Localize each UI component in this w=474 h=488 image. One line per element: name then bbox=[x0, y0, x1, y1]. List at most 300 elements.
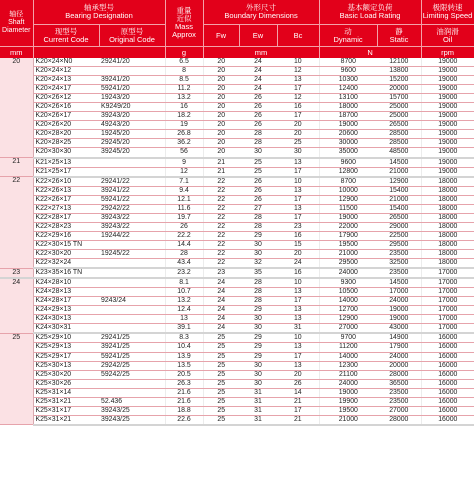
fw-cell: 23 bbox=[203, 268, 239, 278]
fw-cell: 21 bbox=[203, 167, 239, 177]
ew-cell: 24 bbox=[239, 85, 277, 94]
table-row bbox=[0, 121, 474, 130]
current-code-cell: K22×26×10 bbox=[33, 177, 99, 187]
bc-cell: 17 bbox=[277, 167, 319, 177]
ew-cell: 26 bbox=[239, 112, 277, 121]
bc-cell: 17 bbox=[277, 352, 319, 361]
static-load-cell: 28500 bbox=[377, 139, 421, 148]
dynamic-load-cell: 17900 bbox=[319, 231, 377, 240]
current-code-cell: K22×29×16 bbox=[33, 231, 99, 240]
bc-cell: 10 bbox=[277, 278, 319, 288]
table-row bbox=[0, 130, 474, 139]
original-code-cell bbox=[99, 67, 165, 76]
static-load-cell: 23500 bbox=[377, 249, 421, 258]
table-row bbox=[0, 324, 474, 334]
fw-cell: 20 bbox=[203, 67, 239, 76]
table-row bbox=[0, 58, 474, 67]
oil-speed-cell: 19000 bbox=[421, 167, 474, 177]
fw-cell: 22 bbox=[203, 177, 239, 187]
bc-cell: 12 bbox=[277, 94, 319, 103]
bc-cell: 12 bbox=[277, 67, 319, 76]
table-row bbox=[0, 333, 474, 343]
mass-header: 重量 近似 Mass Approx bbox=[165, 0, 203, 47]
dynamic-load-cell: 10300 bbox=[319, 76, 377, 85]
mass-cell: 28 bbox=[165, 249, 203, 258]
fw-cell: 20 bbox=[203, 94, 239, 103]
dynamic-load-cell: 30000 bbox=[319, 139, 377, 148]
static-load-cell: 21000 bbox=[377, 167, 421, 177]
oil-speed-cell: 17000 bbox=[421, 315, 474, 324]
fw-cell: 25 bbox=[203, 361, 239, 370]
ew-cell: 31 bbox=[239, 406, 277, 415]
oil-speed-cell: 18000 bbox=[421, 240, 474, 249]
current-code-cell: K24×29×13 bbox=[33, 306, 99, 315]
mass-cell: 10.4 bbox=[165, 343, 203, 352]
fw-cell: 25 bbox=[203, 343, 239, 352]
current-code-cell: K20×26×16 bbox=[33, 103, 99, 112]
original-code-cell bbox=[99, 240, 165, 249]
original-code-cell bbox=[99, 315, 165, 324]
oil-speed-cell: 16000 bbox=[421, 361, 474, 370]
table-row bbox=[0, 343, 474, 352]
unit-g: g bbox=[165, 47, 203, 59]
static-load-cell: 28500 bbox=[377, 130, 421, 139]
static-load-cell: 29000 bbox=[377, 222, 421, 231]
dynamic-load-cell: 19900 bbox=[319, 397, 377, 406]
bc-cell: 13 bbox=[277, 306, 319, 315]
table-row bbox=[0, 94, 474, 103]
current-code-cell: K25×31×21 bbox=[33, 415, 99, 425]
bc-cell: 17 bbox=[277, 213, 319, 222]
static-load-cell: 32500 bbox=[377, 259, 421, 269]
table-row bbox=[0, 231, 474, 240]
current-code-cell: K25×31×14 bbox=[33, 388, 99, 397]
original-code-cell bbox=[99, 324, 165, 334]
static-load-cell: 26500 bbox=[377, 121, 421, 130]
static-load-cell: 29500 bbox=[377, 240, 421, 249]
current-code-cell: K25×31×17 bbox=[33, 406, 99, 415]
current-code-cell: K22×30×15 TN bbox=[33, 240, 99, 249]
static-load-cell: 15400 bbox=[377, 204, 421, 213]
mass-cell: 14.4 bbox=[165, 240, 203, 249]
current-code-cell: K20×24×12 bbox=[33, 67, 99, 76]
fw-header: Fw bbox=[203, 25, 239, 47]
mass-cell: 21.6 bbox=[165, 388, 203, 397]
mass-cell: 19.7 bbox=[165, 213, 203, 222]
current-code-cell: K24×30×31 bbox=[33, 324, 99, 334]
table-row bbox=[0, 85, 474, 94]
static-header: 静 Static bbox=[377, 25, 421, 47]
mass-cell: 18.8 bbox=[165, 406, 203, 415]
fw-cell: 22 bbox=[203, 213, 239, 222]
bc-cell: 23 bbox=[277, 222, 319, 231]
oil-header: 油润滑 Oil bbox=[421, 25, 474, 47]
bc-cell: 17 bbox=[277, 85, 319, 94]
bc-cell: 26 bbox=[277, 379, 319, 388]
bc-header: Bc bbox=[277, 25, 319, 47]
bc-cell: 21 bbox=[277, 415, 319, 425]
oil-speed-cell: 16000 bbox=[421, 415, 474, 425]
shaft-diameter-cell: 21 bbox=[0, 158, 33, 177]
fw-cell: 22 bbox=[203, 195, 239, 204]
static-load-cell: 14500 bbox=[377, 158, 421, 168]
current-code-cell: K20×30×30 bbox=[33, 148, 99, 158]
bc-cell: 14 bbox=[277, 388, 319, 397]
ew-cell: 28 bbox=[239, 297, 277, 306]
original-code-cell: 39243/22 bbox=[99, 213, 165, 222]
original-code-cell bbox=[99, 268, 165, 278]
dynamic-load-cell: 19000 bbox=[319, 213, 377, 222]
current-code-cell: K24×30×13 bbox=[33, 315, 99, 324]
current-code-cell: K20×24×N0 bbox=[33, 58, 99, 67]
original-code-cell: 19245/20 bbox=[99, 130, 165, 139]
table-row bbox=[0, 76, 474, 85]
mass-cell: 13.2 bbox=[165, 94, 203, 103]
ew-cell: 28 bbox=[239, 278, 277, 288]
mass-cell: 22.2 bbox=[165, 231, 203, 240]
dynamic-load-cell: 18000 bbox=[319, 103, 377, 112]
dynamic-load-cell: 19000 bbox=[319, 388, 377, 397]
table-row bbox=[0, 103, 474, 112]
fw-cell: 25 bbox=[203, 333, 239, 343]
original-code-cell: 39243/25 bbox=[99, 415, 165, 425]
ew-cell: 30 bbox=[239, 240, 277, 249]
oil-speed-cell: 17000 bbox=[421, 306, 474, 315]
bc-cell: 20 bbox=[277, 130, 319, 139]
current-code-cell: K20×26×12 bbox=[33, 94, 99, 103]
fw-cell: 25 bbox=[203, 406, 239, 415]
dynamic-load-cell: 11200 bbox=[319, 343, 377, 352]
fw-cell: 24 bbox=[203, 288, 239, 297]
static-load-cell: 43000 bbox=[377, 324, 421, 334]
mass-cell: 13.9 bbox=[165, 352, 203, 361]
mass-cell: 18.2 bbox=[165, 112, 203, 121]
bc-cell: 24 bbox=[277, 259, 319, 269]
fw-cell: 25 bbox=[203, 397, 239, 406]
current-code-cell: K25×30×26 bbox=[33, 379, 99, 388]
current-code-cell: K24×28×13 bbox=[33, 288, 99, 297]
fw-cell: 22 bbox=[203, 231, 239, 240]
oil-speed-cell: 17000 bbox=[421, 278, 474, 288]
ew-cell: 26 bbox=[239, 177, 277, 187]
bc-cell: 20 bbox=[277, 370, 319, 379]
table-header bbox=[0, 0, 474, 58]
ew-cell: 26 bbox=[239, 195, 277, 204]
static-load-cell: 23500 bbox=[377, 397, 421, 406]
ew-cell: 28 bbox=[239, 130, 277, 139]
current-code-cell: K22×26×17 bbox=[33, 195, 99, 204]
oil-speed-cell: 19000 bbox=[421, 85, 474, 94]
ew-cell: 30 bbox=[239, 370, 277, 379]
table-row bbox=[0, 415, 474, 425]
bc-cell: 20 bbox=[277, 249, 319, 258]
static-load-cell: 15200 bbox=[377, 76, 421, 85]
ew-cell: 30 bbox=[239, 379, 277, 388]
basic-load-rating-header: 基本额定负荷 Basic Load Rating bbox=[319, 0, 421, 25]
table-row bbox=[0, 388, 474, 397]
fw-cell: 25 bbox=[203, 370, 239, 379]
unit-n: N bbox=[319, 47, 421, 59]
dynamic-load-cell: 10500 bbox=[319, 288, 377, 297]
original-code-cell: 59241/25 bbox=[99, 352, 165, 361]
ew-cell: 25 bbox=[239, 167, 277, 177]
dynamic-load-cell: 24000 bbox=[319, 379, 377, 388]
mass-cell: 7.1 bbox=[165, 177, 203, 187]
original-code-cell bbox=[99, 259, 165, 269]
dynamic-load-cell: 35000 bbox=[319, 148, 377, 158]
static-load-cell: 12100 bbox=[377, 58, 421, 67]
original-code-cell: 39243/22 bbox=[99, 222, 165, 231]
oil-speed-cell: 16000 bbox=[421, 406, 474, 415]
current-code-cell: K20×28×20 bbox=[33, 130, 99, 139]
table-row bbox=[0, 177, 474, 187]
original-code-cell bbox=[99, 288, 165, 297]
oil-speed-cell: 19000 bbox=[421, 67, 474, 76]
table-row bbox=[0, 361, 474, 370]
bc-cell: 25 bbox=[277, 139, 319, 148]
mass-cell: 8.5 bbox=[165, 76, 203, 85]
static-load-cell: 19000 bbox=[377, 306, 421, 315]
original-code-cell: 49243/20 bbox=[99, 121, 165, 130]
original-code-cell: 59242/25 bbox=[99, 370, 165, 379]
static-load-cell: 13800 bbox=[377, 67, 421, 76]
table-body bbox=[0, 58, 474, 425]
boundary-dimensions-header: 外形尺寸 Boundary Dimensions bbox=[203, 0, 319, 25]
oil-speed-cell: 19000 bbox=[421, 94, 474, 103]
original-code-cell: 39241/25 bbox=[99, 343, 165, 352]
bc-cell: 16 bbox=[277, 268, 319, 278]
mass-cell: 19 bbox=[165, 121, 203, 130]
current-code-cell: K21×25×13 bbox=[33, 158, 99, 168]
table-row bbox=[0, 379, 474, 388]
table-row bbox=[0, 259, 474, 269]
current-code-cell: K20×26×20 bbox=[33, 121, 99, 130]
ew-cell: 30 bbox=[239, 249, 277, 258]
oil-speed-cell: 18000 bbox=[421, 213, 474, 222]
oil-speed-cell: 17000 bbox=[421, 288, 474, 297]
dynamic-load-cell: 27000 bbox=[319, 324, 377, 334]
table-row bbox=[0, 148, 474, 158]
dynamic-load-cell: 9300 bbox=[319, 278, 377, 288]
dynamic-load-cell: 21000 bbox=[319, 415, 377, 425]
current-code-cell: K22×27×13 bbox=[33, 204, 99, 213]
original-code-cell bbox=[99, 379, 165, 388]
table-row bbox=[0, 370, 474, 379]
original-code-cell: 29241/20 bbox=[99, 58, 165, 67]
oil-speed-cell: 18000 bbox=[421, 249, 474, 258]
original-code-cell bbox=[99, 167, 165, 177]
mass-cell: 10.7 bbox=[165, 288, 203, 297]
mass-cell: 13 bbox=[165, 315, 203, 324]
ew-cell: 35 bbox=[239, 268, 277, 278]
ew-cell: 24 bbox=[239, 67, 277, 76]
ew-cell: 28 bbox=[239, 222, 277, 231]
table-row bbox=[0, 288, 474, 297]
mass-cell: 13.2 bbox=[165, 297, 203, 306]
oil-speed-cell: 19000 bbox=[421, 158, 474, 168]
original-code-cell: 39243/20 bbox=[99, 112, 165, 121]
table-row bbox=[0, 195, 474, 204]
oil-speed-cell: 19000 bbox=[421, 121, 474, 130]
dynamic-load-cell: 9700 bbox=[319, 333, 377, 343]
static-load-cell: 15400 bbox=[377, 186, 421, 195]
limiting-speed-header: 极限转速 Limiting Speed bbox=[421, 0, 474, 25]
unit-mm-dims: mm bbox=[203, 47, 319, 59]
current-code-cell: K22×26×13 bbox=[33, 186, 99, 195]
unit-mm-shaft: mm bbox=[0, 47, 33, 59]
ew-cell: 27 bbox=[239, 204, 277, 213]
ew-cell: 28 bbox=[239, 139, 277, 148]
dynamic-load-cell: 11500 bbox=[319, 204, 377, 213]
static-load-cell: 15700 bbox=[377, 94, 421, 103]
current-code-cell: K22×30×20 bbox=[33, 249, 99, 258]
static-load-cell: 28000 bbox=[377, 415, 421, 425]
ew-cell: 30 bbox=[239, 324, 277, 334]
table-row bbox=[0, 352, 474, 361]
dynamic-load-cell: 14000 bbox=[319, 352, 377, 361]
ew-cell: 31 bbox=[239, 397, 277, 406]
static-load-cell: 17900 bbox=[377, 343, 421, 352]
current-code-cell: K25×31×21 bbox=[33, 397, 99, 406]
mass-cell: 22.6 bbox=[165, 415, 203, 425]
table-row bbox=[0, 67, 474, 76]
table-row bbox=[0, 406, 474, 415]
fw-cell: 25 bbox=[203, 388, 239, 397]
bc-cell: 13 bbox=[277, 186, 319, 195]
bc-cell: 31 bbox=[277, 324, 319, 334]
dynamic-load-cell: 12900 bbox=[319, 195, 377, 204]
ew-cell: 29 bbox=[239, 333, 277, 343]
original-code-cell: 39245/20 bbox=[99, 148, 165, 158]
dynamic-load-cell: 24000 bbox=[319, 268, 377, 278]
oil-speed-cell: 19000 bbox=[421, 103, 474, 112]
fw-cell: 22 bbox=[203, 259, 239, 269]
oil-speed-cell: 19000 bbox=[421, 130, 474, 139]
original-code-cell: 19245/22 bbox=[99, 249, 165, 258]
table-row bbox=[0, 158, 474, 168]
bc-cell: 13 bbox=[277, 76, 319, 85]
oil-speed-cell: 18000 bbox=[421, 231, 474, 240]
fw-cell: 24 bbox=[203, 315, 239, 324]
oil-speed-cell: 18000 bbox=[421, 222, 474, 231]
table-row bbox=[0, 112, 474, 121]
fw-cell: 20 bbox=[203, 130, 239, 139]
ew-cell: 29 bbox=[239, 352, 277, 361]
mass-cell: 21.6 bbox=[165, 397, 203, 406]
shaft-diameter-header: 轴径 Shaft Diameter bbox=[0, 0, 33, 47]
current-code-cell: K23×35×16 TN bbox=[33, 268, 99, 278]
ew-cell: 25 bbox=[239, 158, 277, 168]
bc-cell: 13 bbox=[277, 343, 319, 352]
static-load-cell: 24000 bbox=[377, 297, 421, 306]
table-row bbox=[0, 397, 474, 406]
mass-cell: 11.6 bbox=[165, 204, 203, 213]
mass-cell: 13.5 bbox=[165, 361, 203, 370]
fw-cell: 22 bbox=[203, 222, 239, 231]
original-code-cell: 29242/22 bbox=[99, 204, 165, 213]
oil-speed-cell: 16000 bbox=[421, 370, 474, 379]
ew-header: Ew bbox=[239, 25, 277, 47]
original-code-cell: 52.436 bbox=[99, 397, 165, 406]
ew-cell: 30 bbox=[239, 361, 277, 370]
current-code-cell: K24×28×17 bbox=[33, 297, 99, 306]
static-load-cell: 20000 bbox=[377, 85, 421, 94]
dynamic-load-cell: 19000 bbox=[319, 121, 377, 130]
fw-cell: 22 bbox=[203, 186, 239, 195]
oil-speed-cell: 17000 bbox=[421, 297, 474, 306]
mass-cell: 11.2 bbox=[165, 85, 203, 94]
dynamic-load-cell: 8700 bbox=[319, 177, 377, 187]
fw-cell: 21 bbox=[203, 158, 239, 168]
bc-cell: 17 bbox=[277, 406, 319, 415]
ew-cell: 32 bbox=[239, 259, 277, 269]
original-code-cell: 59241/22 bbox=[99, 195, 165, 204]
original-code-cell: 29241/22 bbox=[99, 177, 165, 187]
current-code-cell: K22×28×23 bbox=[33, 222, 99, 231]
oil-speed-cell: 17000 bbox=[421, 268, 474, 278]
mass-cell: 12.1 bbox=[165, 195, 203, 204]
shaft-diameter-cell: 20 bbox=[0, 58, 33, 158]
ew-cell: 28 bbox=[239, 213, 277, 222]
ew-cell: 29 bbox=[239, 343, 277, 352]
table-row bbox=[0, 204, 474, 213]
shaft-diameter-cell: 24 bbox=[0, 278, 33, 333]
static-load-cell: 36500 bbox=[377, 379, 421, 388]
bc-cell: 13 bbox=[277, 204, 319, 213]
dynamic-load-cell: 14000 bbox=[319, 297, 377, 306]
current-code-cell: K24×28×10 bbox=[33, 278, 99, 288]
original-code-cell bbox=[99, 306, 165, 315]
dynamic-load-cell: 19500 bbox=[319, 406, 377, 415]
mass-cell: 26 bbox=[165, 222, 203, 231]
fw-cell: 20 bbox=[203, 121, 239, 130]
original-code-cell bbox=[99, 388, 165, 397]
dynamic-load-cell: 9600 bbox=[319, 67, 377, 76]
fw-cell: 20 bbox=[203, 112, 239, 121]
unit-rpm: rpm bbox=[421, 47, 474, 59]
shaft-diameter-cell: 22 bbox=[0, 177, 33, 268]
static-load-cell: 21000 bbox=[377, 195, 421, 204]
bc-cell: 15 bbox=[277, 240, 319, 249]
original-code-cell: 39241/22 bbox=[99, 186, 165, 195]
mass-cell: 36.2 bbox=[165, 139, 203, 148]
original-code-cell: 19244/22 bbox=[99, 231, 165, 240]
ew-cell: 26 bbox=[239, 186, 277, 195]
static-load-cell: 20000 bbox=[377, 361, 421, 370]
mass-cell: 43.4 bbox=[165, 259, 203, 269]
oil-speed-cell: 18000 bbox=[421, 259, 474, 269]
static-load-cell: 14500 bbox=[377, 278, 421, 288]
oil-speed-cell: 19000 bbox=[421, 139, 474, 148]
ew-cell: 29 bbox=[239, 231, 277, 240]
original-code-header: 原型号 Original Code bbox=[99, 25, 165, 47]
table-row bbox=[0, 139, 474, 148]
static-load-cell: 22500 bbox=[377, 231, 421, 240]
static-load-cell: 17000 bbox=[377, 288, 421, 297]
mass-cell: 23.2 bbox=[165, 268, 203, 278]
bc-cell: 17 bbox=[277, 112, 319, 121]
current-code-cell: K20×28×25 bbox=[33, 139, 99, 148]
ew-cell: 30 bbox=[239, 315, 277, 324]
current-code-cell: K22×32×24 bbox=[33, 259, 99, 269]
ew-cell: 26 bbox=[239, 94, 277, 103]
current-code-cell: K20×24×13 bbox=[33, 76, 99, 85]
ew-cell: 24 bbox=[239, 58, 277, 67]
table-row bbox=[0, 268, 474, 278]
oil-speed-cell: 17000 bbox=[421, 324, 474, 334]
dynamic-load-cell: 8700 bbox=[319, 58, 377, 67]
oil-speed-cell: 16000 bbox=[421, 343, 474, 352]
